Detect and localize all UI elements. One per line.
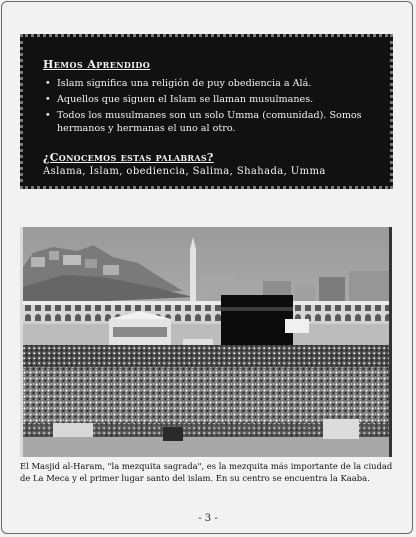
vocabulary-list: Aslama, Islam, obediencia, Salima, Shahada, Umma	[43, 166, 326, 177]
learned-box	[20, 34, 393, 189]
vocabulary-title: ¿Conocemos estas palabras?	[43, 151, 214, 164]
list-item: • Todos los musulmanes son un solo Umma (comunidad). Somos hermanos y hermanas el uno al otro.	[43, 109, 381, 135]
page-number: - 3 -	[198, 513, 218, 524]
learned-title: Hemos Aprendido	[43, 58, 151, 71]
learned-list	[43, 77, 381, 138]
list-item: • Aquellos que siguen el Islam se llaman musulmanes.	[43, 93, 381, 106]
photo-caption: El Masjid al-Haram, "la mezquita sagrada", es la mezquita más importante de la ciudad de La Meca y el primer lugar santo del islam. En su centro se encuentra la Kaaba.	[20, 461, 393, 483]
list-item: • Islam significa una religión de puy obediencia a Alá.	[43, 77, 381, 90]
masjid-photo	[20, 227, 392, 457]
